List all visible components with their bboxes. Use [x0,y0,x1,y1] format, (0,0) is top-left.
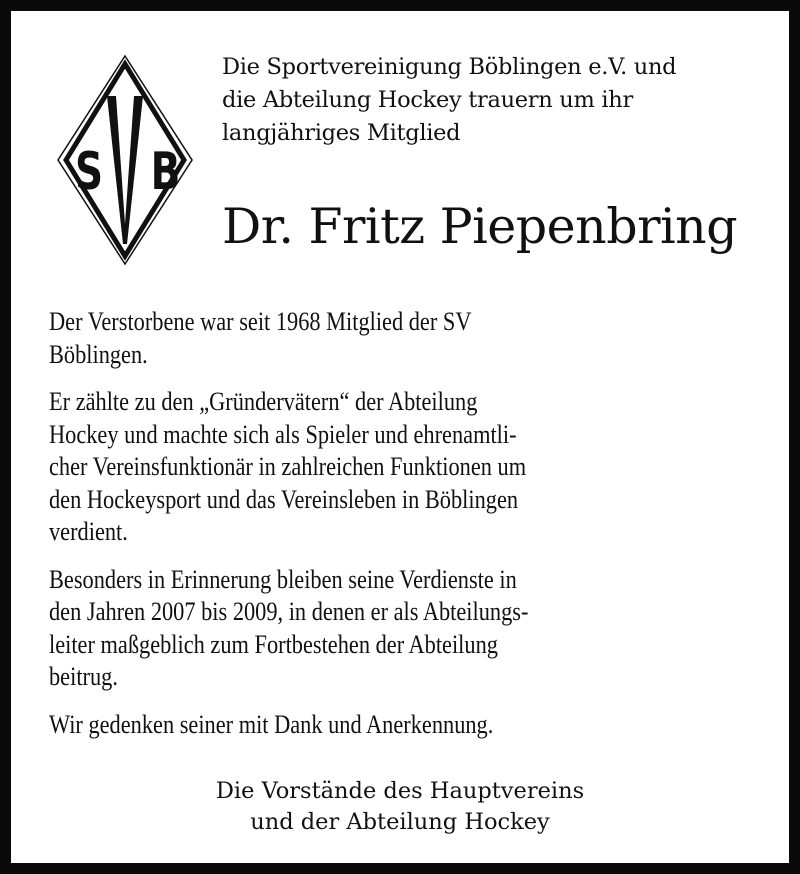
intro-line: Die Sportvereinigung Böblingen e.V. und [222,54,677,80]
text-line: den Hockeysport und das Vereinsleben in Böblingen [49,484,519,514]
deceased-name: Dr. Fritz Piepenbring [222,198,738,255]
text-line: beitrug. [49,662,118,691]
text-line: Böblingen. [49,339,148,369]
paragraph-merits [49,564,779,694]
signature-line: Die Vorstände des Hauptvereins [215,778,585,804]
text-line: Der Verstorbene war seit 1968 Mitglied der SV [49,307,472,336]
text-line: Er zählte zu den „Gründervätern“ der Abteilung [49,387,478,416]
svb-diamond-logo-icon [56,54,194,266]
svg-text:S: S [74,140,104,202]
signature [22,776,778,838]
text-line: Wir gedenken seiner mit Dank und Anerkennung. [49,709,494,739]
text-line: verdient. [49,517,128,546]
text-line: Besonders in Erinnerung bleiben seine Verdienste in [49,564,517,594]
signature-line: und der Abteilung Hockey [250,809,550,835]
paragraph-founders [49,386,779,549]
svg-text:B: B [150,140,181,202]
intro-line: die Abteilung Hockey trauern um ihr [222,87,633,113]
intro-line: langjähriges Mitglied [222,120,461,146]
text-line: leiter maßgeblich zum Fortbestehen der Abteilung [49,629,498,659]
text-line: cher Vereinsfunktionär in zahlreichen Funktionen um [49,452,527,481]
obituary-body [49,306,779,756]
paragraph-gratitude [49,709,779,742]
text-line: Hockey und machte sich als Spieler und ehrenamtli- [49,419,517,449]
intro-text [222,51,676,150]
text-line: den Jahren 2007 bis 2009, in denen er als Abteilungs- [49,597,529,626]
paragraph-membership [49,306,779,371]
